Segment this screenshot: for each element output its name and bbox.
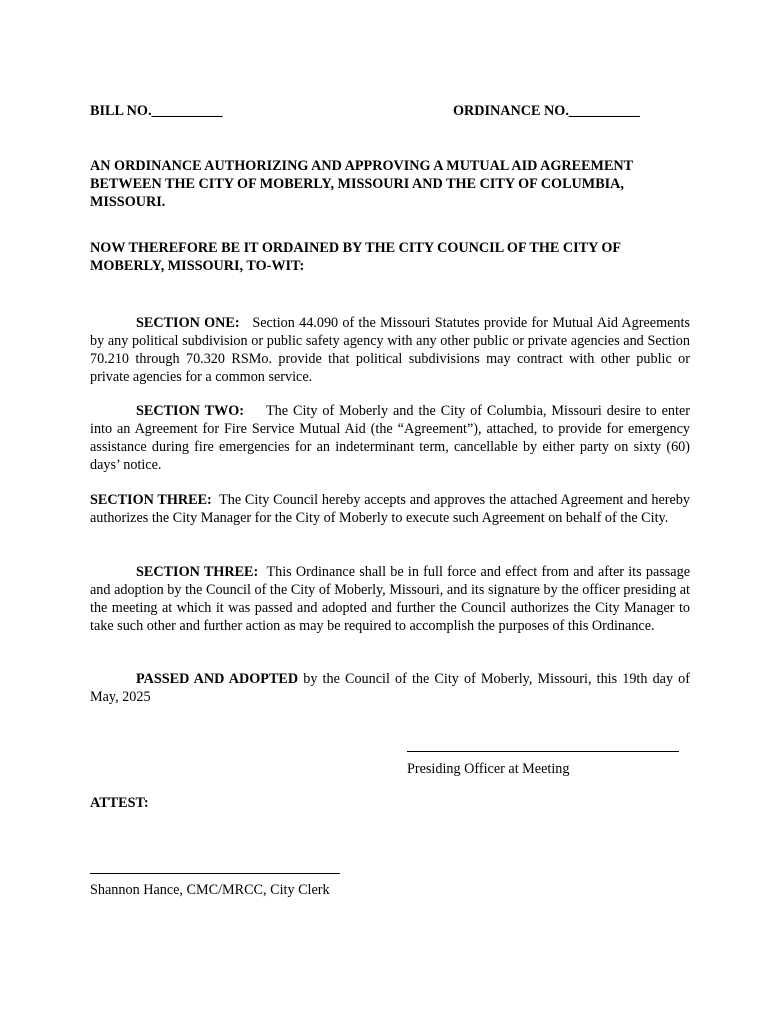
ordinance-number: ORDINANCE NO.__________	[453, 103, 640, 119]
city-clerk-label: Shannon Hance, CMC/MRCC, City Clerk	[90, 882, 330, 898]
section-one-label: SECTION ONE:	[136, 315, 240, 331]
section-three-second	[90, 563, 690, 635]
section-two	[90, 402, 690, 474]
clerk-signature-line	[90, 873, 340, 874]
passed-label: PASSED AND ADOPTED	[136, 671, 299, 687]
bill-number: BILL NO.__________	[90, 103, 223, 119]
section-three-label: SECTION THREE:	[90, 492, 212, 508]
section-three-text: The City Council hereby accepts and approves the attached Agreement and hereby authorizes the City Manager for the City of Moberly to execute such Agreement on behalf of the City.	[90, 492, 690, 526]
passed-text: by the Council of the City of Moberly, Missouri, this 19th day of May, 2025	[90, 671, 691, 705]
presiding-officer-label: Presiding Officer at Meeting	[407, 761, 570, 777]
section-two-text: The City of Moberly and the City of Columbia, Missouri desire to enter into an Agreement for Fire Service Mutual Aid (the “Agreement”), attached, to provide for emergency assistance during fire emergencies for an indeterminant term, cancellable by either party on sixty (60) days’ notice.	[90, 403, 690, 473]
section-one-text: Section 44.090 of the Missouri Statutes provide for Mutual Aid Agreements by any political subdivision or public safety agency with any other public or private agencies and Section 70.210 through 70.320 RSMo. provide that political subdivisions may contract with other public or private agencies for a common service.	[90, 315, 690, 385]
ordinance-title: AN ORDINANCE AUTHORIZING AND APPROVING A MUTUAL AID AGREEMENT BETWEEN THE CITY OF MOBERLY, MISSOURI AND THE CITY OF COLUMBIA, MISSOURI.	[90, 158, 633, 210]
ordained-clause: NOW THEREFORE BE IT ORDAINED BY THE CITY COUNCIL OF THE CITY OF MOBERLY, MISSOURI, TO-WIT:	[90, 240, 621, 274]
section-three	[90, 491, 690, 527]
header-row	[90, 102, 690, 120]
section-two-label: SECTION TWO:	[136, 403, 244, 419]
attest-label: ATTEST:	[90, 795, 149, 811]
section-three-second-text: This Ordinance shall be in full force and effect from and after its passage and adoption by the Council of the City of Moberly, Missouri, and its signature by the officer presiding at the meeting at which it was passed and adopted and further the Council authorizes the City Manager to take such other and further action as may be required to accomplish the purposes of this Ordinance.	[90, 564, 690, 634]
section-one	[90, 314, 690, 386]
presiding-signature-line	[407, 751, 679, 752]
section-three-second-label: SECTION THREE:	[136, 564, 259, 580]
passed-and-adopted	[90, 670, 690, 706]
